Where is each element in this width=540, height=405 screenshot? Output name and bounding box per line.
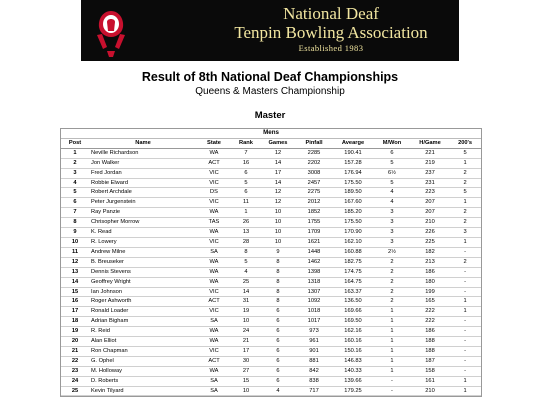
table-cell-state: VIC <box>197 346 231 356</box>
table-cell-name: G. Ophel <box>89 356 197 366</box>
table-cell-hgame: 226 <box>411 228 449 238</box>
table-cell-state: SA <box>197 247 231 257</box>
table-cell-post: 19 <box>61 327 89 337</box>
table-cell-200s: 1 <box>449 158 481 168</box>
table-cell-post: 21 <box>61 346 89 356</box>
table-cell-average: 136.50 <box>333 297 373 307</box>
table-cell-mwon: 6½ <box>373 168 411 178</box>
table-row <box>61 366 481 376</box>
table-cell-state: ACT <box>197 158 231 168</box>
table-cell-pinfall: 1755 <box>295 218 333 228</box>
table-row <box>61 327 481 337</box>
section-heading: Master <box>254 110 286 121</box>
table-cell-games: 6 <box>261 307 295 317</box>
table-cell-name: Fred Jordan <box>89 168 197 178</box>
table-cell-200s: 1 <box>449 297 481 307</box>
table-cell-post: 5 <box>61 188 89 198</box>
column-header-200s: 200's <box>449 138 481 148</box>
table-cell-pinfall: 1448 <box>295 247 333 257</box>
table-cell-post: 6 <box>61 198 89 208</box>
table-cell-name: Alan Elliot <box>89 337 197 347</box>
table-cell-hgame: 158 <box>411 366 449 376</box>
table-cell-hgame: 210 <box>411 218 449 228</box>
table-cell-mwon: - <box>373 386 411 396</box>
table-cell-average: 146.83 <box>333 356 373 366</box>
table-cell-mwon: 3 <box>373 218 411 228</box>
table-cell-200s: - <box>449 337 481 347</box>
table-cell-games: 14 <box>261 158 295 168</box>
table-cell-games: 9 <box>261 247 295 257</box>
table-cell-hgame: 180 <box>411 277 449 287</box>
table-cell-pinfall: 961 <box>295 337 333 347</box>
table-cell-state: VIC <box>197 237 231 247</box>
table-cell-state: VIC <box>197 178 231 188</box>
table-cell-state: WA <box>197 148 231 158</box>
table-cell-200s: - <box>449 327 481 337</box>
table-cell-state: WA <box>197 327 231 337</box>
table-cell-post: 10 <box>61 237 89 247</box>
table-cell-name: Andrew Milne <box>89 247 197 257</box>
table-cell-rank: 17 <box>231 346 261 356</box>
table-cell-mwon: 2 <box>373 277 411 287</box>
table-cell-mwon: 2 <box>373 287 411 297</box>
banner-title-line1: National Deaf <box>283 4 379 23</box>
table-cell-pinfall: 1398 <box>295 267 333 277</box>
table-cell-hgame: 210 <box>411 386 449 396</box>
table-cell-200s: 2 <box>449 257 481 267</box>
table-cell-pinfall: 973 <box>295 327 333 337</box>
table-cell-pinfall: 3008 <box>295 168 333 178</box>
table-cell-pinfall: 2012 <box>295 198 333 208</box>
table-cell-games: 12 <box>261 198 295 208</box>
table-cell-hgame: 213 <box>411 257 449 267</box>
table-cell-name: Ronald Loader <box>89 307 197 317</box>
table-cell-200s: 1 <box>449 198 481 208</box>
table-cell-pinfall: 842 <box>295 366 333 376</box>
table-cell-hgame: 182 <box>411 247 449 257</box>
table-cell-average: 170.90 <box>333 228 373 238</box>
table-cell-200s: 1 <box>449 386 481 396</box>
table-cell-200s: 1 <box>449 307 481 317</box>
table-cell-name: Ian Johnson <box>89 287 197 297</box>
table-body <box>61 148 481 396</box>
table-cell-state: WA <box>197 277 231 287</box>
table-cell-post: 17 <box>61 307 89 317</box>
table-cell-average: 157.28 <box>333 158 373 168</box>
table-cell-name: Roger Ashworth <box>89 297 197 307</box>
table-cell-pinfall: 1621 <box>295 237 333 247</box>
table-cell-hgame: 188 <box>411 346 449 356</box>
table-row <box>61 158 481 168</box>
column-header-pinfall: Pinfall <box>295 138 333 148</box>
table-cell-200s: - <box>449 247 481 257</box>
table-cell-name: Chrisopher Morrow <box>89 218 197 228</box>
table-cell-hgame: 223 <box>411 188 449 198</box>
table-cell-name: Robert Archdale <box>89 188 197 198</box>
table-cell-mwon: 3 <box>373 237 411 247</box>
table-cell-pinfall: 1318 <box>295 277 333 287</box>
table-cell-pinfall: 838 <box>295 376 333 386</box>
table-cell-mwon: 3 <box>373 208 411 218</box>
column-header-hgame: H/Game <box>411 138 449 148</box>
table-cell-rank: 5 <box>231 257 261 267</box>
table-cell-name: K. Read <box>89 228 197 238</box>
table-cell-hgame: 207 <box>411 208 449 218</box>
table-cell-mwon: 2½ <box>373 247 411 257</box>
table-cell-rank: 15 <box>231 376 261 386</box>
table-cell-average: 169.50 <box>333 317 373 327</box>
table-cell-post: 20 <box>61 337 89 347</box>
table-cell-games: 6 <box>261 366 295 376</box>
table-cell-post: 12 <box>61 257 89 267</box>
table-cell-games: 8 <box>261 297 295 307</box>
table-cell-mwon: 1 <box>373 327 411 337</box>
table-cell-games: 6 <box>261 346 295 356</box>
table-cell-games: 8 <box>261 277 295 287</box>
table-cell-name: Adrian Bigham <box>89 317 197 327</box>
table-cell-games: 10 <box>261 237 295 247</box>
table-cell-hgame: 225 <box>411 237 449 247</box>
table-cell-games: 12 <box>261 188 295 198</box>
table-cell-200s: - <box>449 366 481 376</box>
table-cell-rank: 21 <box>231 337 261 347</box>
table-cell-games: 6 <box>261 317 295 327</box>
banner-title-line2: Tenpin Bowling Association <box>234 23 428 42</box>
table-row <box>61 188 481 198</box>
table-cell-state: DS <box>197 188 231 198</box>
table-row <box>61 307 481 317</box>
table-cell-200s: 3 <box>449 228 481 238</box>
table-cell-200s: 2 <box>449 178 481 188</box>
table-cell-state: WA <box>197 337 231 347</box>
table-cell-hgame: 221 <box>411 148 449 158</box>
table-cell-name: Dennis Stevens <box>89 267 197 277</box>
table-cell-rank: 25 <box>231 277 261 287</box>
table-cell-name: B. Breuseker <box>89 257 197 267</box>
table-cell-name: D. Roberts <box>89 376 197 386</box>
table-cell-games: 4 <box>261 386 295 396</box>
header-banner <box>81 0 459 61</box>
table-cell-average: 182.75 <box>333 257 373 267</box>
table-cell-average: 169.66 <box>333 307 373 317</box>
table-cell-200s: - <box>449 356 481 366</box>
table-cell-average: 160.16 <box>333 337 373 347</box>
table-cell-200s: 2 <box>449 218 481 228</box>
table-cell-hgame: 188 <box>411 337 449 347</box>
table-cell-games: 10 <box>261 228 295 238</box>
table-cell-post: 24 <box>61 376 89 386</box>
table-cell-name: Peter Jurgenstein <box>89 198 197 208</box>
bowling-pin-logo-icon <box>89 5 133 57</box>
table-cell-pinfall: 1017 <box>295 317 333 327</box>
table-cell-200s: - <box>449 287 481 297</box>
table-cell-average: 140.33 <box>333 366 373 376</box>
table-cell-state: WA <box>197 208 231 218</box>
table-cell-state: WA <box>197 257 231 267</box>
table-cell-post: 7 <box>61 208 89 218</box>
table-cell-name: Robbie Elward <box>89 178 197 188</box>
table-row <box>61 356 481 366</box>
table-row <box>61 198 481 208</box>
table-cell-post: 14 <box>61 277 89 287</box>
table-cell-200s: 1 <box>449 237 481 247</box>
table-cell-games: 8 <box>261 287 295 297</box>
table-cell-average: 189.50 <box>333 188 373 198</box>
table-cell-post: 2 <box>61 158 89 168</box>
table-cell-name: M. Holloway <box>89 366 197 376</box>
banner-established: Established 1983 <box>298 43 364 53</box>
table-cell-200s: 5 <box>449 148 481 158</box>
table-cell-average: 185.20 <box>333 208 373 218</box>
table-cell-games: 6 <box>261 356 295 366</box>
table-cell-rank: 26 <box>231 218 261 228</box>
table-cell-average: 139.66 <box>333 376 373 386</box>
table-cell-pinfall: 2457 <box>295 178 333 188</box>
table-cell-average: 174.75 <box>333 267 373 277</box>
table-row <box>61 228 481 238</box>
table-row <box>61 267 481 277</box>
table-cell-pinfall: 881 <box>295 356 333 366</box>
table-cell-games: 17 <box>261 168 295 178</box>
table-cell-hgame: 186 <box>411 327 449 337</box>
table-cell-state: WA <box>197 228 231 238</box>
table-cell-mwon: 1 <box>373 317 411 327</box>
table-cell-hgame: 199 <box>411 287 449 297</box>
table-cell-pinfall: 717 <box>295 386 333 396</box>
table-cell-pinfall: 1852 <box>295 208 333 218</box>
table-cell-name: Jon Walker <box>89 158 197 168</box>
table-cell-name: Neville Richardson <box>89 148 197 158</box>
table-cell-state: SA <box>197 376 231 386</box>
table-row <box>61 277 481 287</box>
table-cell-state: VIC <box>197 307 231 317</box>
table-cell-pinfall: 901 <box>295 346 333 356</box>
table-cell-hgame: 161 <box>411 376 449 386</box>
table-cell-mwon: 1 <box>373 307 411 317</box>
table-cell-average: 150.16 <box>333 346 373 356</box>
page-title: Result of 8th National Deaf Championships <box>141 70 399 84</box>
table-row <box>61 257 481 267</box>
table-cell-pinfall: 1307 <box>295 287 333 297</box>
table-row <box>61 287 481 297</box>
table-cell-rank: 19 <box>231 307 261 317</box>
table-cell-games: 6 <box>261 337 295 347</box>
table-cell-hgame: 187 <box>411 356 449 366</box>
table-cell-name: R. Reid <box>89 327 197 337</box>
table-row <box>61 317 481 327</box>
table-cell-mwon: 2 <box>373 267 411 277</box>
table-cell-rank: 11 <box>231 198 261 208</box>
table-cell-rank: 24 <box>231 327 261 337</box>
table-cell-200s: 2 <box>449 168 481 178</box>
table-cell-hgame: 186 <box>411 267 449 277</box>
table-cell-name: Ron Chapman <box>89 346 197 356</box>
table-cell-rank: 6 <box>231 168 261 178</box>
table-cell-games: 12 <box>261 148 295 158</box>
table-cell-200s: 1 <box>449 376 481 386</box>
table-row <box>61 376 481 386</box>
table-cell-average: 160.88 <box>333 247 373 257</box>
table-cell-average: 175.50 <box>333 218 373 228</box>
column-header-mwon: M/Won <box>373 138 411 148</box>
table-row <box>61 346 481 356</box>
table-cell-pinfall: 2275 <box>295 188 333 198</box>
table-cell-rank: 4 <box>231 267 261 277</box>
table-cell-mwon: 2 <box>373 297 411 307</box>
table-cell-name: Ray Panzie <box>89 208 197 218</box>
table-cell-pinfall: 1462 <box>295 257 333 267</box>
table-cell-post: 16 <box>61 297 89 307</box>
table-cell-hgame: 237 <box>411 168 449 178</box>
table-cell-mwon: 1 <box>373 346 411 356</box>
table-cell-200s: 5 <box>449 188 481 198</box>
table-cell-pinfall: 1018 <box>295 307 333 317</box>
table-cell-post: 25 <box>61 386 89 396</box>
table-cell-pinfall: 2285 <box>295 148 333 158</box>
table-cell-average: 179.25 <box>333 386 373 396</box>
table-cell-mwon: 1 <box>373 356 411 366</box>
table-row <box>61 218 481 228</box>
table-cell-average: 190.41 <box>333 148 373 158</box>
table-cell-mwon: - <box>373 376 411 386</box>
table-caption: Mens <box>61 129 481 138</box>
table-row <box>61 337 481 347</box>
table-cell-post: 13 <box>61 267 89 277</box>
table-cell-average: 164.75 <box>333 277 373 287</box>
table-cell-post: 22 <box>61 356 89 366</box>
table-cell-rank: 14 <box>231 287 261 297</box>
results-table-container <box>60 128 482 397</box>
table-row <box>61 178 481 188</box>
table-cell-rank: 10 <box>231 386 261 396</box>
table-cell-mwon: 5 <box>373 158 411 168</box>
table-cell-rank: 28 <box>231 237 261 247</box>
table-cell-rank: 7 <box>231 148 261 158</box>
table-cell-rank: 6 <box>231 188 261 198</box>
table-cell-games: 6 <box>261 376 295 386</box>
table-cell-rank: 13 <box>231 228 261 238</box>
table-cell-post: 11 <box>61 247 89 257</box>
table-cell-200s: - <box>449 346 481 356</box>
table-cell-average: 167.60 <box>333 198 373 208</box>
table-cell-games: 8 <box>261 267 295 277</box>
table-row <box>61 148 481 158</box>
table-cell-average: 175.50 <box>333 178 373 188</box>
table-cell-rank: 16 <box>231 158 261 168</box>
table-cell-rank: 10 <box>231 317 261 327</box>
table-cell-200s: - <box>449 267 481 277</box>
table-cell-hgame: 231 <box>411 178 449 188</box>
table-cell-200s: - <box>449 317 481 327</box>
table-cell-mwon: 2 <box>373 257 411 267</box>
table-cell-state: SA <box>197 317 231 327</box>
table-cell-rank: 8 <box>231 247 261 257</box>
table-cell-post: 4 <box>61 178 89 188</box>
table-cell-games: 8 <box>261 257 295 267</box>
table-cell-post: 15 <box>61 287 89 297</box>
column-header-average: Avearge <box>333 138 373 148</box>
table-cell-post: 23 <box>61 366 89 376</box>
table-row <box>61 208 481 218</box>
table-cell-200s: - <box>449 277 481 287</box>
table-cell-mwon: 6 <box>373 148 411 158</box>
table-cell-state: VIC <box>197 198 231 208</box>
table-cell-games: 10 <box>261 218 295 228</box>
table-cell-post: 3 <box>61 168 89 178</box>
table-cell-name: Geoffrey Wright <box>89 277 197 287</box>
table-cell-state: TAS <box>197 218 231 228</box>
table-cell-hgame: 222 <box>411 307 449 317</box>
table-cell-hgame: 165 <box>411 297 449 307</box>
table-cell-state: WA <box>197 267 231 277</box>
table-cell-average: 176.94 <box>333 168 373 178</box>
page-subtitle: Queens & Masters Championship <box>195 86 345 97</box>
table-cell-mwon: 4 <box>373 198 411 208</box>
table-cell-state: WA <box>197 366 231 376</box>
table-cell-state: ACT <box>197 356 231 366</box>
table-row <box>61 168 481 178</box>
table-cell-rank: 31 <box>231 297 261 307</box>
table-cell-mwon: 1 <box>373 337 411 347</box>
table-cell-pinfall: 1092 <box>295 297 333 307</box>
table-cell-rank: 1 <box>231 208 261 218</box>
table-row <box>61 386 481 396</box>
table-cell-post: 9 <box>61 228 89 238</box>
table-cell-rank: 5 <box>231 178 261 188</box>
table-cell-games: 10 <box>261 208 295 218</box>
table-cell-rank: 27 <box>231 366 261 376</box>
table-cell-mwon: 1 <box>373 366 411 376</box>
column-header-state: State <box>197 138 231 148</box>
table-cell-mwon: 3 <box>373 228 411 238</box>
table-cell-state: SA <box>197 386 231 396</box>
table-row <box>61 237 481 247</box>
column-header-games: Games <box>261 138 295 148</box>
table-cell-average: 162.16 <box>333 327 373 337</box>
table-cell-name: Kevin Tilyard <box>89 386 197 396</box>
table-cell-hgame: 222 <box>411 317 449 327</box>
table-cell-post: 8 <box>61 218 89 228</box>
table-cell-200s: 2 <box>449 208 481 218</box>
table-cell-pinfall: 1709 <box>295 228 333 238</box>
column-header-rank: Rank <box>231 138 261 148</box>
table-cell-mwon: 5 <box>373 178 411 188</box>
table-cell-mwon: 4 <box>373 188 411 198</box>
column-header-post: Post <box>61 138 89 148</box>
table-row <box>61 297 481 307</box>
table-cell-games: 6 <box>261 327 295 337</box>
table-cell-state: VIC <box>197 287 231 297</box>
table-header-row <box>61 138 481 148</box>
results-table <box>61 129 481 396</box>
table-cell-name: R. Lowery <box>89 237 197 247</box>
table-cell-post: 18 <box>61 317 89 327</box>
table-cell-hgame: 207 <box>411 198 449 208</box>
table-cell-state: VIC <box>197 168 231 178</box>
table-row <box>61 247 481 257</box>
table-cell-pinfall: 2202 <box>295 158 333 168</box>
table-cell-average: 163.37 <box>333 287 373 297</box>
table-cell-average: 162.10 <box>333 237 373 247</box>
column-header-name: Name <box>89 138 197 148</box>
table-cell-post: 1 <box>61 148 89 158</box>
table-cell-state: ACT <box>197 297 231 307</box>
table-cell-rank: 30 <box>231 356 261 366</box>
table-cell-hgame: 219 <box>411 158 449 168</box>
table-cell-games: 14 <box>261 178 295 188</box>
